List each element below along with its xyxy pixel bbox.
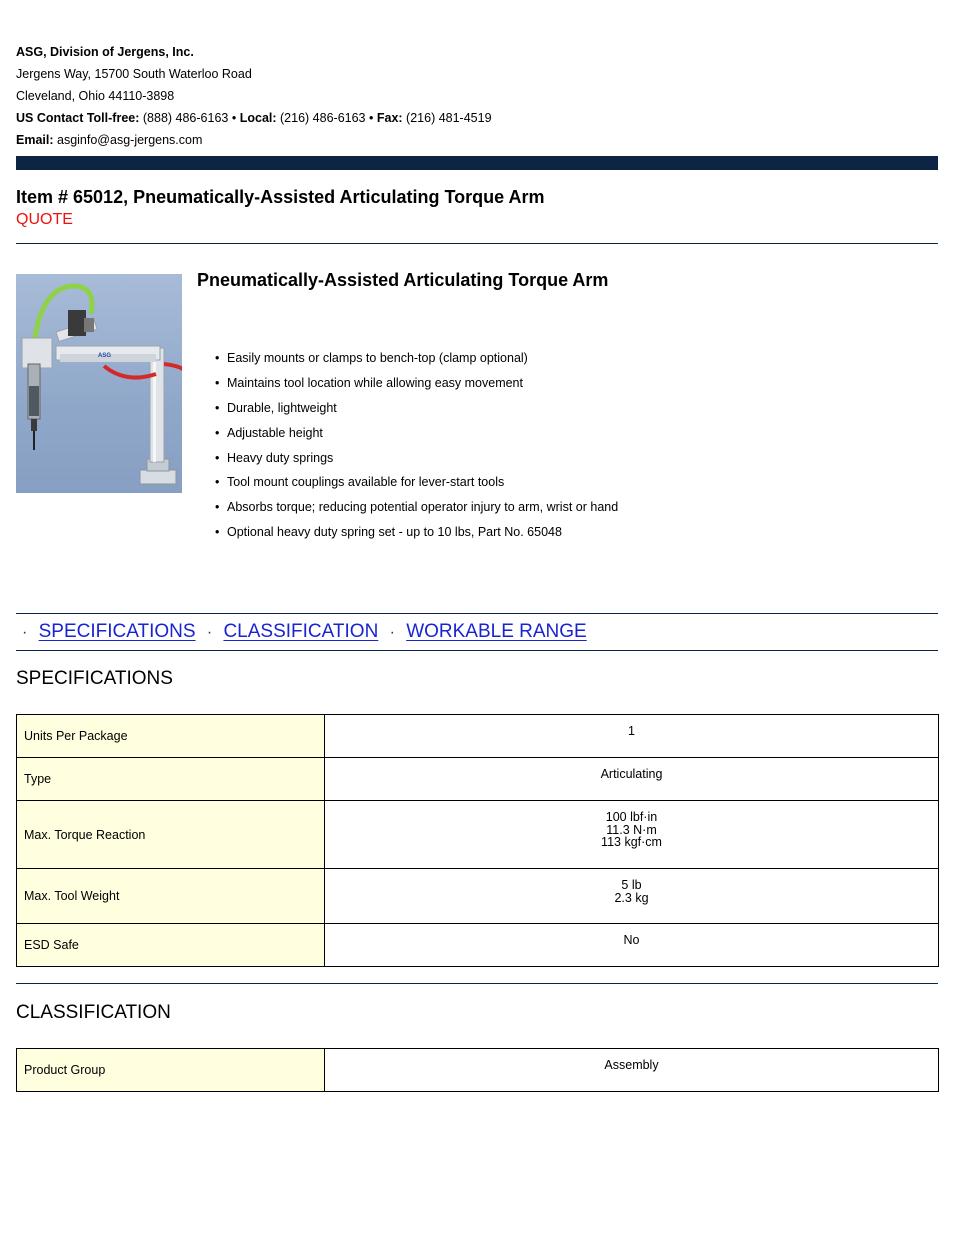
value-line: Assembly xyxy=(604,1058,659,1072)
company-name: ASG, Division of Jergens, Inc. xyxy=(16,45,194,59)
row-label: Max. Torque Reaction xyxy=(17,801,325,869)
row-label: ESD Safe xyxy=(17,924,325,967)
fax-label: Fax: xyxy=(376,111,403,125)
company-street: Jergens Way, 15700 South Waterloo Road xyxy=(16,67,252,81)
email-label: Email: xyxy=(16,133,54,147)
specifications-heading: SPECIFICATIONS xyxy=(16,668,173,689)
company-address xyxy=(16,41,492,151)
feature-item xyxy=(215,421,618,446)
bullet-icon: • xyxy=(215,500,220,515)
row-label: Product Group xyxy=(17,1049,325,1092)
quote-label: QUOTE xyxy=(16,211,73,228)
feature-text: Easily mounts or clamps to bench-top (clamp optional) xyxy=(227,351,528,365)
product-title: Pneumatically-Assisted Articulating Torque Arm xyxy=(197,270,609,290)
feature-item xyxy=(215,446,618,471)
local-label: Local: xyxy=(239,111,277,125)
classification-table xyxy=(16,1048,939,1092)
torque-arm-illustration xyxy=(16,274,182,493)
bullet-icon: • xyxy=(215,351,220,365)
divider xyxy=(16,613,938,614)
value-line: 5 lb xyxy=(621,878,642,892)
feature-text: Optional heavy duty spring set - up to 10 lbs, Part No. 65048 xyxy=(227,525,562,540)
feature-item xyxy=(215,470,618,495)
bullet-icon: • xyxy=(215,375,220,390)
specifications-table xyxy=(16,714,939,967)
value-line: Articulating xyxy=(600,767,663,781)
table-row xyxy=(17,758,939,801)
divider xyxy=(16,243,938,244)
nav-separator: · xyxy=(206,624,213,641)
value-line: 11.3 N·m xyxy=(606,822,657,837)
row-value xyxy=(325,801,939,869)
section-nav xyxy=(20,621,587,643)
value-line: 100 lbf·in xyxy=(605,810,658,824)
bullet-icon: • xyxy=(215,400,220,415)
item-title: Item # 65012, Pneumatically-Assisted Articulating Torque Arm xyxy=(16,187,545,207)
divider xyxy=(16,650,938,651)
feature-text: Absorbs torque; reducing potential operator injury to arm, wrist or hand xyxy=(227,500,619,515)
feature-item xyxy=(215,396,618,421)
feature-text: Heavy duty springs xyxy=(227,450,334,465)
product-image xyxy=(16,274,182,493)
feature-item xyxy=(215,346,618,371)
row-label: Units Per Package xyxy=(17,715,325,758)
feature-text: Tool mount couplings available for lever-start tools xyxy=(227,475,505,490)
classification-heading: CLASSIFICATION xyxy=(16,1002,171,1023)
feature-item xyxy=(215,371,618,396)
bullet-sep: • xyxy=(368,111,374,125)
company-email-line xyxy=(16,129,492,151)
feature-text: Maintains tool location while allowing easy movement xyxy=(227,375,523,390)
value-line: 113 kgf·cm xyxy=(601,835,662,849)
value-line: No xyxy=(623,933,640,947)
value-line: 2.3 kg xyxy=(614,890,649,905)
row-value xyxy=(325,869,939,924)
row-value xyxy=(325,924,939,967)
feature-item xyxy=(215,495,618,520)
nav-separator: · xyxy=(389,624,395,641)
bullet-icon: • xyxy=(215,525,220,540)
table-row xyxy=(17,869,939,924)
workable-range-link[interactable]: WORKABLE RANGE xyxy=(406,621,587,642)
specifications-link[interactable]: SPECIFICATIONS xyxy=(38,621,196,642)
bullet-icon: • xyxy=(215,450,220,465)
table-row xyxy=(17,924,939,967)
company-phones xyxy=(16,107,492,129)
feature-list xyxy=(215,346,618,545)
value-line: 1 xyxy=(628,724,635,738)
tollfree-label: US Contact Toll-free: xyxy=(16,111,140,125)
feature-text: Durable, lightweight xyxy=(227,400,337,415)
feature-text: Adjustable height xyxy=(227,425,323,440)
row-label: Type xyxy=(17,758,325,801)
image-logo: ASG xyxy=(98,353,112,359)
email-address[interactable]: asginfo@asg-jergens.com xyxy=(57,133,203,147)
row-label: Max. Tool Weight xyxy=(17,869,325,924)
classification-link[interactable]: CLASSIFICATION xyxy=(223,621,379,642)
nav-separator: · xyxy=(22,624,28,641)
table-row xyxy=(17,1049,939,1092)
company-city: Cleveland, Ohio 44110-3898 xyxy=(16,89,175,103)
row-value xyxy=(325,1049,939,1092)
bullet-icon: • xyxy=(215,425,220,440)
header-divider-bar xyxy=(16,156,938,170)
row-value xyxy=(325,758,939,801)
divider xyxy=(16,983,938,984)
feature-item xyxy=(215,520,618,545)
tollfree-number[interactable]: (888) 486-6163 xyxy=(142,111,229,125)
bullet-sep: • xyxy=(231,111,237,125)
table-row xyxy=(17,801,939,869)
row-value xyxy=(325,715,939,758)
table-row xyxy=(17,715,939,758)
bullet-icon: • xyxy=(215,475,220,490)
local-number[interactable]: (216) 486-6163 xyxy=(280,111,366,125)
fax-number: (216) 481-4519 xyxy=(406,111,492,125)
